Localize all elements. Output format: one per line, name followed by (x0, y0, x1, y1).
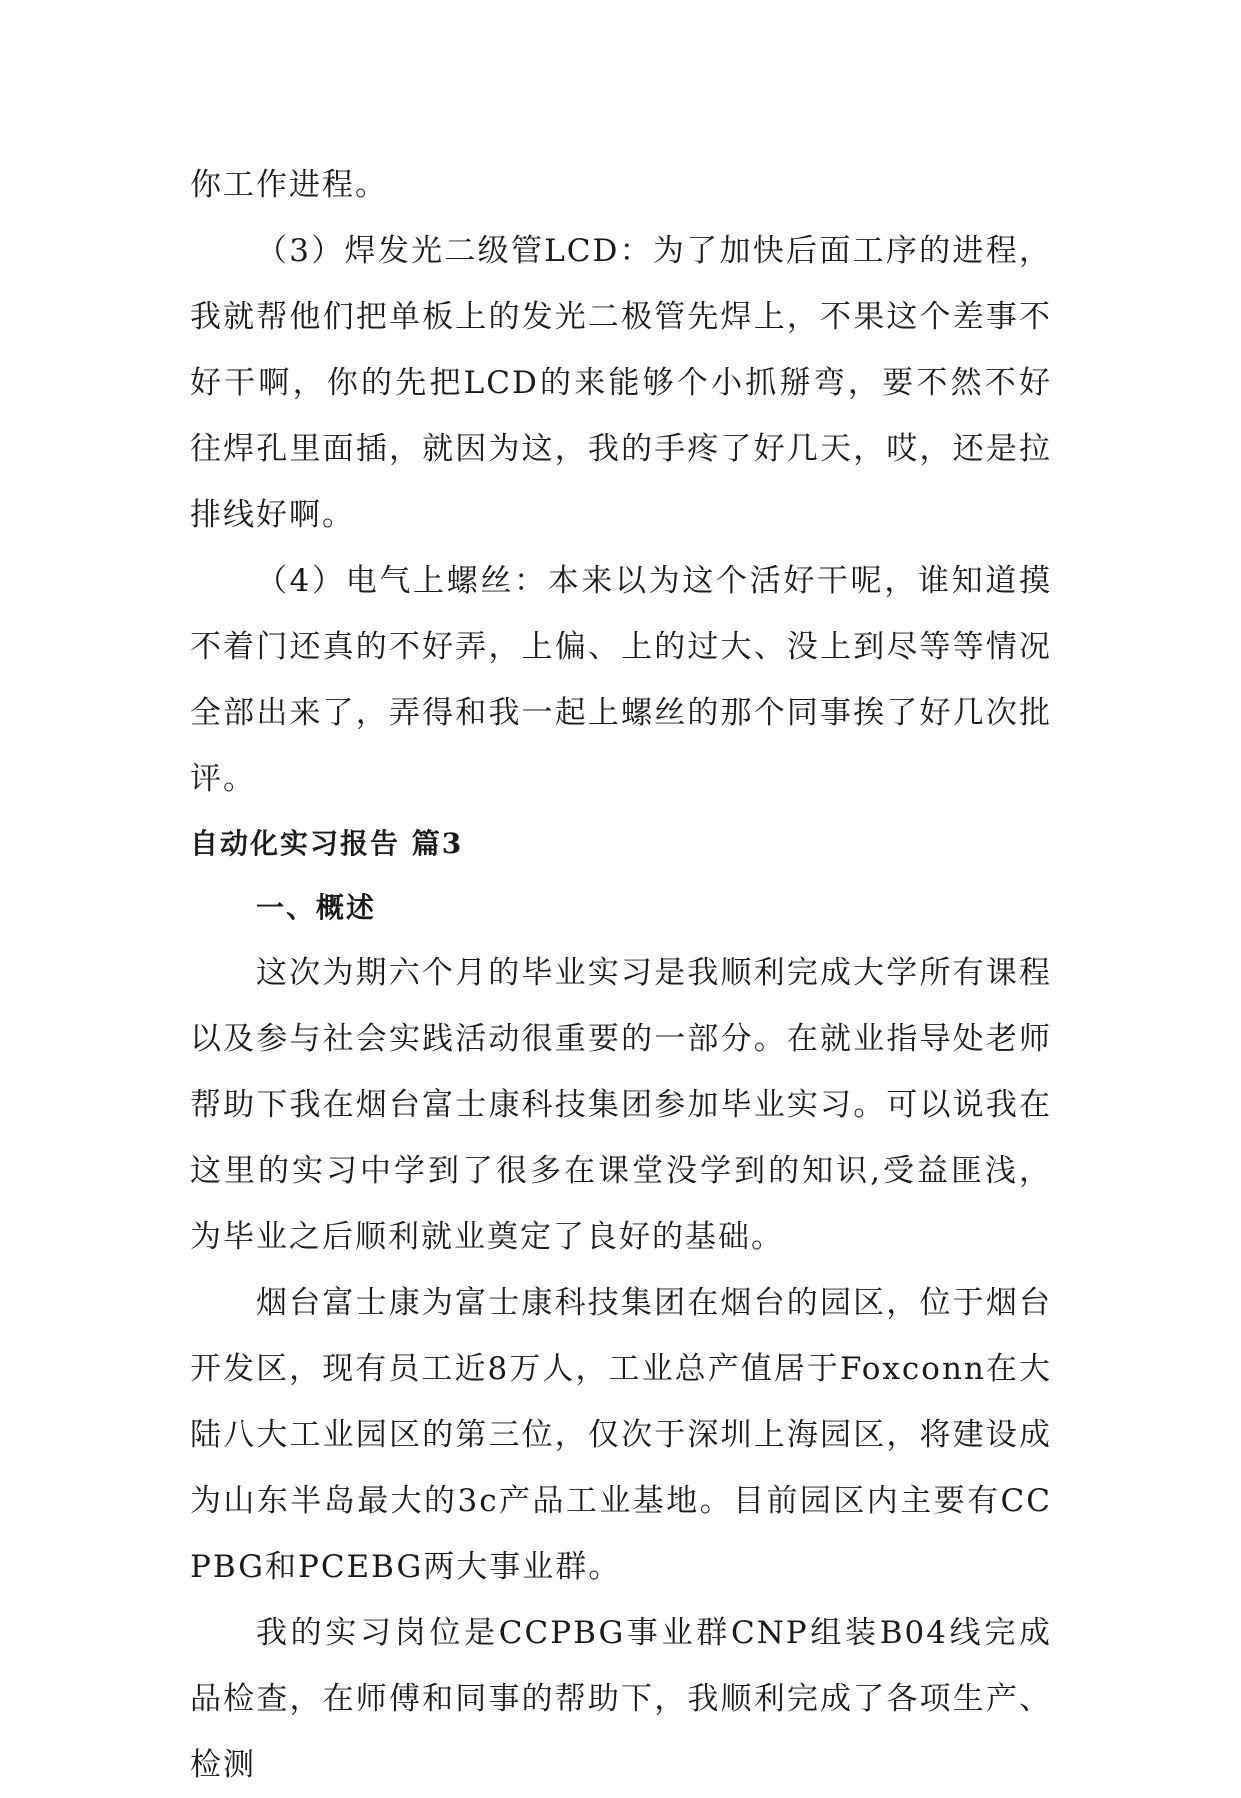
paragraph-continuation: 你工作进程。 (190, 167, 388, 203)
section-title: 自动化实习报告 篇3 (190, 827, 464, 860)
subsection-title: 一、概述 (256, 891, 377, 924)
document-body (190, 152, 1052, 1798)
paragraph-overview-1: 这次为期六个月的毕业实习是我顺利完成大学所有课程以及参与社会实践活动很重要的一部分。在就业指导处老师帮助下我在烟台富士康科技集团参加毕业实习。可以说我在这里的实习中学到了很多在课堂没学到的知识,受益匪浅，为毕业之后顺利就业奠定了良好的基础。 (190, 955, 1052, 1255)
paragraph-item-3: （3）焊发光二级管LCD：为了加快后面工序的进程，我就帮他们把单板上的发光二极管先焊上，不果这个差事不好干啊，你的先把LCD的来能够个小抓掰弯，要不然不好往焊孔里面插，就因为这，我的手疼了好几天，哎，还是拉排线好啊。 (190, 233, 1052, 533)
paragraph-overview-2: 烟台富士康为富士康科技集团在烟台的园区，位于烟台开发区，现有员工近8万人，工业总产值居于Foxconn在大陆八大工业园区的第三位，仅次于深圳上海园区，将建设成为山东半岛最大的3c产品工业基地。目前园区内主要有CCPBG和PCEBG两大事业群。 (190, 1285, 1052, 1585)
paragraph-overview-3: 我的实习岗位是CCPBG事业群CNP组装B04线完成品检查，在师傅和同事的帮助下，我顺利完成了各项生产、检测 (190, 1615, 1052, 1783)
paragraph-item-4: （4）电气上螺丝：本来以为这个活好干呢，谁知道摸不着门还真的不好弄，上偏、上的过大、没上到尽等等情况全部出来了，弄得和我一起上螺丝的那个同事挨了好几次批评。 (190, 563, 1052, 797)
